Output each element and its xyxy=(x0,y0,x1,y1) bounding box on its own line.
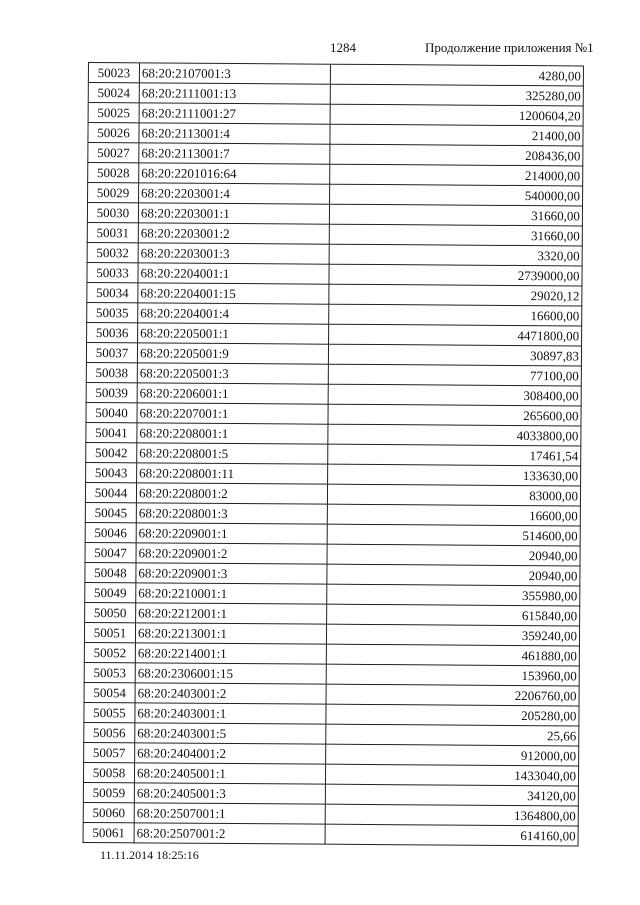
cadastral-number-cell: 68:20:2405001:3 xyxy=(134,783,325,804)
table-row xyxy=(84,662,579,685)
value-cell: 912000,00 xyxy=(326,744,579,766)
row-number-cell: 50053 xyxy=(84,662,135,682)
table-row xyxy=(83,762,578,785)
table-row xyxy=(88,103,583,126)
cadastral-number-cell: 68:20:2306001:15 xyxy=(135,663,326,684)
table-row xyxy=(84,722,579,745)
table-row xyxy=(88,143,583,166)
table-row xyxy=(88,83,583,106)
value-cell: 4033800,00 xyxy=(328,424,581,446)
cadastral-number-cell: 68:20:2111001:13 xyxy=(139,83,330,104)
row-number-cell: 50033 xyxy=(87,262,138,282)
value-cell: 29020,12 xyxy=(329,284,582,306)
value-cell: 461880,00 xyxy=(326,644,579,666)
table-row xyxy=(86,422,581,445)
cadastral-number-cell: 68:20:2203001:3 xyxy=(138,243,329,264)
value-cell: 21400,00 xyxy=(330,124,583,146)
value-cell: 4471800,00 xyxy=(329,324,582,346)
value-cell: 20940,00 xyxy=(327,564,580,586)
row-number-cell: 50027 xyxy=(88,143,139,163)
header-note: Продолжение приложения №1 xyxy=(425,40,594,55)
row-number-cell: 50028 xyxy=(88,163,139,183)
table-row xyxy=(86,402,581,425)
cadastral-number-cell: 68:20:2208001:1 xyxy=(137,423,328,444)
table-row xyxy=(83,782,578,805)
cadastral-number-cell: 68:20:2404001:2 xyxy=(135,743,326,764)
row-number-cell: 50050 xyxy=(85,602,136,622)
table-row xyxy=(86,382,581,405)
row-number-cell: 50035 xyxy=(87,302,138,322)
cadastral-number-cell: 68:20:2111001:27 xyxy=(139,103,330,124)
cadastral-number-cell: 68:20:2405001:1 xyxy=(134,763,325,784)
value-cell: 614160,00 xyxy=(325,824,578,846)
row-number-cell: 50029 xyxy=(88,183,139,203)
cadastral-number-cell: 68:20:2209001:1 xyxy=(136,523,327,544)
row-number-cell: 50036 xyxy=(87,322,138,342)
footer-timestamp: 11.11.2014 18:25:16 xyxy=(100,848,199,862)
value-cell: 205280,00 xyxy=(326,704,579,726)
table-row xyxy=(83,822,578,845)
cadastral-number-cell: 68:20:2204001:4 xyxy=(138,303,329,324)
cadastral-number-cell: 68:20:2205001:3 xyxy=(137,363,328,384)
value-cell: 16600,00 xyxy=(329,304,582,326)
value-cell: 31660,00 xyxy=(329,204,582,226)
row-number-cell: 50038 xyxy=(86,362,137,382)
cadastral-number-cell: 68:20:2403001:1 xyxy=(135,703,326,724)
value-cell: 133630,00 xyxy=(328,464,581,486)
table-row xyxy=(85,502,580,525)
value-cell: 34120,00 xyxy=(325,784,578,806)
table-row xyxy=(87,262,582,285)
table-row xyxy=(88,183,583,206)
row-number-cell: 50049 xyxy=(85,582,136,602)
value-cell: 308400,00 xyxy=(328,384,581,406)
table-row xyxy=(87,322,582,345)
cadastral-number-cell: 68:20:2210001:1 xyxy=(136,583,327,604)
value-cell: 153960,00 xyxy=(326,664,579,686)
row-number-cell: 50031 xyxy=(87,222,138,242)
value-cell: 3320,00 xyxy=(329,244,582,266)
row-number-cell: 50041 xyxy=(86,422,137,442)
row-number-cell: 50056 xyxy=(84,722,135,742)
cadastral-number-cell: 68:20:2213001:1 xyxy=(135,623,326,644)
cadastral-number-cell: 68:20:2507001:2 xyxy=(134,823,325,844)
cadastral-number-cell: 68:20:2201016:64 xyxy=(139,163,330,184)
table-row xyxy=(85,582,580,605)
cadastral-number-cell: 68:20:2212001:1 xyxy=(136,603,327,624)
value-cell: 31660,00 xyxy=(329,224,582,246)
table-row xyxy=(88,63,583,86)
cadastral-number-cell: 68:20:2203001:4 xyxy=(139,183,330,204)
table-row xyxy=(87,282,582,305)
registry-table-body xyxy=(83,63,583,846)
row-number-cell: 50026 xyxy=(88,123,139,143)
table-row xyxy=(83,802,578,825)
value-cell: 4280,00 xyxy=(330,64,583,86)
row-number-cell: 50034 xyxy=(87,282,138,302)
row-number-cell: 50060 xyxy=(83,802,134,822)
row-number-cell: 50032 xyxy=(87,242,138,262)
cadastral-number-cell: 68:20:2403001:5 xyxy=(135,723,326,744)
registry-table xyxy=(83,62,584,846)
value-cell: 208436,00 xyxy=(330,144,583,166)
row-number-cell: 50030 xyxy=(87,203,138,223)
row-number-cell: 50051 xyxy=(84,622,135,642)
value-cell: 540000,00 xyxy=(330,184,583,206)
value-cell: 214000,00 xyxy=(330,164,583,186)
table-row xyxy=(85,522,580,545)
value-cell: 30897,83 xyxy=(328,344,581,366)
table-row xyxy=(87,302,582,325)
value-cell: 1200604,20 xyxy=(330,104,583,126)
value-cell: 83000,00 xyxy=(327,484,580,506)
row-number-cell: 50052 xyxy=(84,642,135,662)
cadastral-number-cell: 68:20:2203001:1 xyxy=(138,203,329,224)
value-cell: 20940,00 xyxy=(327,544,580,566)
row-number-cell: 50057 xyxy=(84,742,135,762)
cadastral-number-cell: 68:20:2107001:3 xyxy=(139,63,330,84)
table-row xyxy=(88,163,583,186)
value-cell: 355980,00 xyxy=(327,584,580,606)
table-row xyxy=(84,742,579,765)
cadastral-number-cell: 68:20:2209001:2 xyxy=(136,543,327,564)
cadastral-number-cell: 68:20:2205001:1 xyxy=(138,323,329,344)
row-number-cell: 50058 xyxy=(83,762,134,782)
row-number-cell: 50024 xyxy=(88,83,139,103)
row-number-cell: 50046 xyxy=(85,522,136,542)
table-row xyxy=(86,362,581,385)
cadastral-number-cell: 68:20:2113001:4 xyxy=(139,123,330,144)
cadastral-number-cell: 68:20:2209001:3 xyxy=(136,563,327,584)
value-cell: 2206760,00 xyxy=(326,684,579,706)
cadastral-number-cell: 68:20:2206001:1 xyxy=(137,383,328,404)
row-number-cell: 50043 xyxy=(86,462,137,482)
cadastral-number-cell: 68:20:2208001:3 xyxy=(136,503,327,524)
row-number-cell: 50039 xyxy=(86,382,137,402)
table-row xyxy=(86,462,581,485)
table-row xyxy=(87,242,582,265)
row-number-cell: 50059 xyxy=(83,782,134,802)
cadastral-number-cell: 68:20:2204001:1 xyxy=(138,263,329,284)
table-row xyxy=(86,442,581,465)
row-number-cell: 50045 xyxy=(85,502,136,522)
table-row xyxy=(87,203,582,226)
table-row xyxy=(85,542,580,565)
cadastral-number-cell: 68:20:2403001:2 xyxy=(135,683,326,704)
row-number-cell: 50054 xyxy=(84,682,135,702)
value-cell: 265600,00 xyxy=(328,404,581,426)
value-cell: 359240,00 xyxy=(326,624,579,646)
row-number-cell: 50047 xyxy=(85,542,136,562)
row-number-cell: 50025 xyxy=(88,103,139,123)
cadastral-number-cell: 68:20:2207001:1 xyxy=(137,403,328,424)
row-number-cell: 50042 xyxy=(86,442,137,462)
cadastral-number-cell: 68:20:2208001:11 xyxy=(137,463,328,484)
cadastral-number-cell: 68:20:2205001:9 xyxy=(137,343,328,364)
table-row xyxy=(85,482,580,505)
row-number-cell: 50037 xyxy=(86,342,137,362)
table-row xyxy=(87,222,582,245)
table-row xyxy=(88,123,583,146)
table-row xyxy=(86,342,581,365)
page-number: 1284 xyxy=(330,40,356,55)
row-number-cell: 50055 xyxy=(84,702,135,722)
table-row xyxy=(85,562,580,585)
cadastral-number-cell: 68:20:2507001:1 xyxy=(134,803,325,824)
value-cell: 77100,00 xyxy=(328,364,581,386)
row-number-cell: 50048 xyxy=(85,562,136,582)
value-cell: 1433040,00 xyxy=(325,764,578,786)
value-cell: 1364800,00 xyxy=(325,804,578,826)
table-row xyxy=(85,602,580,625)
cadastral-number-cell: 68:20:2203001:2 xyxy=(138,223,329,244)
table-row xyxy=(84,682,579,705)
row-number-cell: 50040 xyxy=(86,402,137,422)
table-row xyxy=(84,622,579,645)
table-row xyxy=(84,702,579,725)
row-number-cell: 50023 xyxy=(88,63,139,83)
cadastral-number-cell: 68:20:2204001:15 xyxy=(138,283,329,304)
value-cell: 25,66 xyxy=(326,724,579,746)
cadastral-number-cell: 68:20:2113001:7 xyxy=(139,143,330,164)
row-number-cell: 50044 xyxy=(85,482,136,502)
value-cell: 325280,00 xyxy=(330,84,583,106)
value-cell: 514600,00 xyxy=(327,524,580,546)
cadastral-number-cell: 68:20:2208001:2 xyxy=(136,483,327,504)
value-cell: 615840,00 xyxy=(327,604,580,626)
cadastral-number-cell: 68:20:2214001:1 xyxy=(135,643,326,664)
table-row xyxy=(84,642,579,665)
value-cell: 16600,00 xyxy=(327,504,580,526)
row-number-cell: 50061 xyxy=(83,822,134,842)
value-cell: 17461,54 xyxy=(328,444,581,466)
value-cell: 2739000,00 xyxy=(329,264,582,286)
cadastral-number-cell: 68:20:2208001:5 xyxy=(137,443,328,464)
